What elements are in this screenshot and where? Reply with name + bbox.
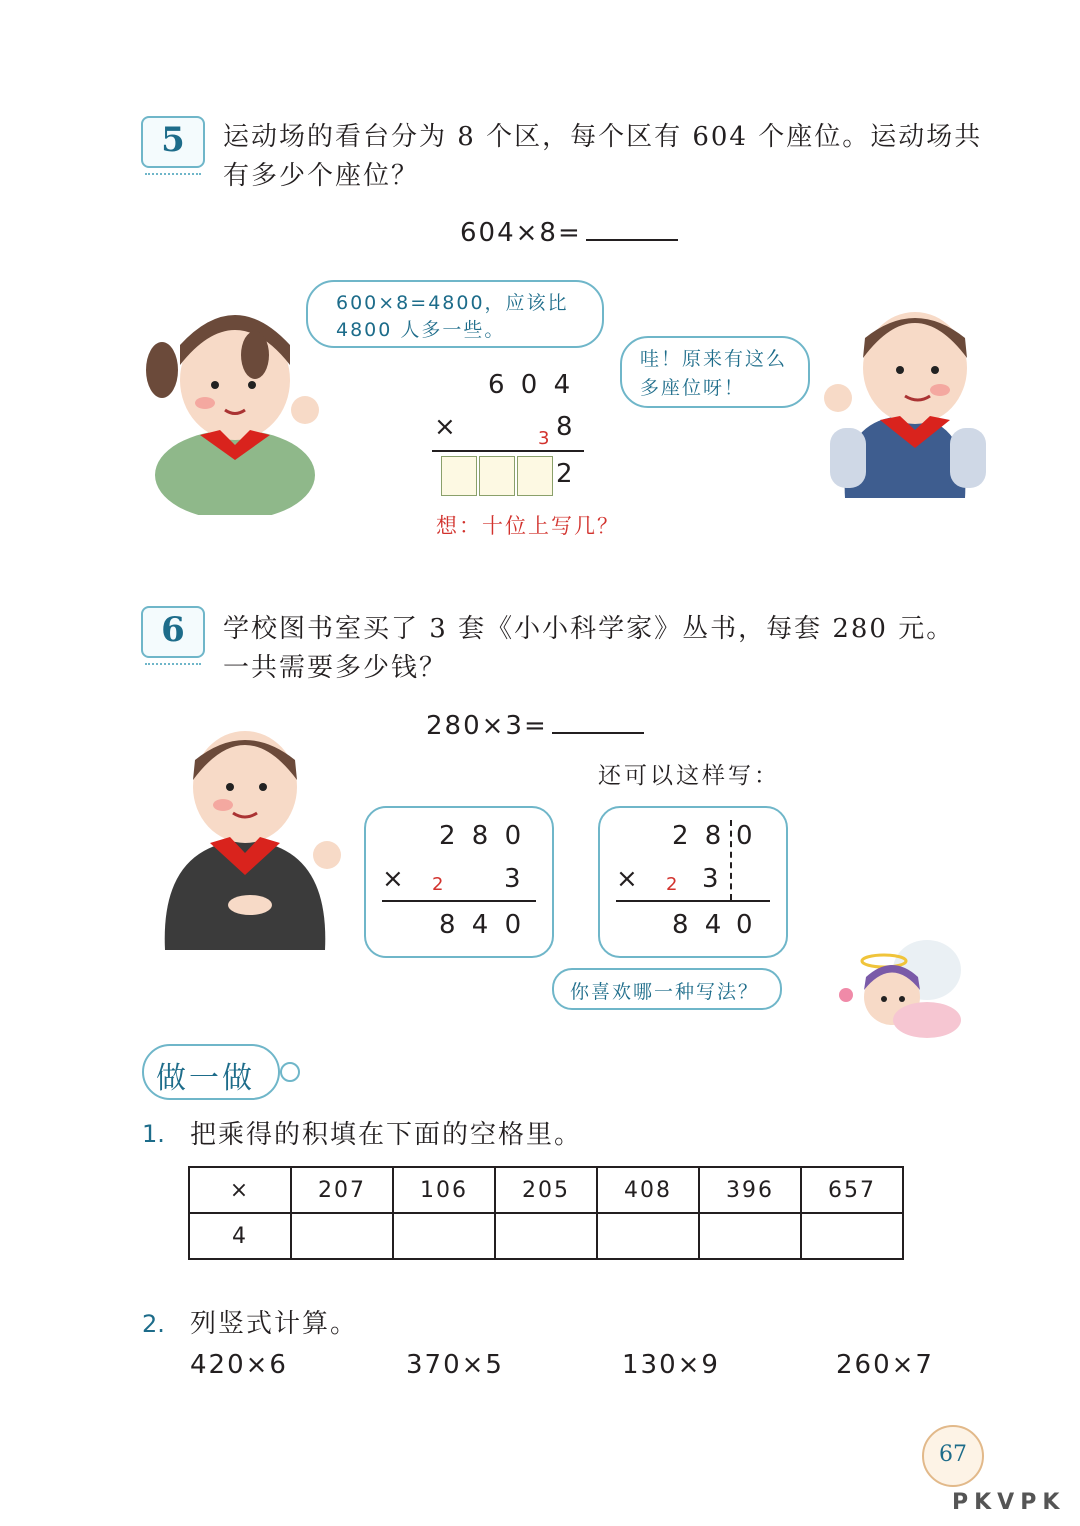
table-cell: 4 <box>189 1213 291 1259</box>
table-cell: × <box>189 1167 291 1213</box>
calc-multiplier: 3 <box>504 864 521 894</box>
table-row <box>189 1213 903 1259</box>
calc-multiplicand: 2 8 0 <box>439 821 526 851</box>
product-table <box>188 1166 904 1260</box>
carry-digit: 3 <box>538 428 550 449</box>
calc-line <box>616 900 770 902</box>
times-sign: × <box>434 412 456 442</box>
calc-multiplier: 8 <box>556 412 573 442</box>
calc-exercise: 420×6 <box>190 1350 288 1380</box>
problem-text-line: 一共需要多少钱？ <box>223 653 448 683</box>
calc-line <box>432 450 584 452</box>
carry-digit: 2 <box>666 874 678 895</box>
table-cell: 408 <box>597 1167 699 1213</box>
answer-box[interactable] <box>479 456 515 496</box>
calc-result-zero: 0 <box>736 910 753 940</box>
table-cell: 205 <box>495 1167 597 1213</box>
equation-text: 604×8= <box>460 218 582 248</box>
times-sign: × <box>616 864 638 894</box>
calc-result-digit: 2 <box>556 459 573 489</box>
speech-bubble <box>306 280 604 348</box>
bubble-line: 600×8=4800，应该比 <box>336 292 569 314</box>
equation <box>460 217 678 248</box>
answer-cell[interactable] <box>393 1213 495 1259</box>
badge-dot <box>280 1062 300 1082</box>
problem-text-line: 有多少个座位？ <box>223 161 420 191</box>
calc-result: 8 4 0 <box>439 910 526 940</box>
calc-result-lead: 8 4 <box>672 910 726 940</box>
problem-text-line: 运动场的看台分为 8 个区，每个区有 604 个座位。运动场共 <box>223 122 983 152</box>
calc-line <box>382 900 536 902</box>
boy-illustration <box>820 298 990 508</box>
equation <box>426 710 644 741</box>
answer-cell[interactable] <box>597 1213 699 1259</box>
angel-illustration <box>832 935 972 1050</box>
equation-text: 280×3= <box>426 711 548 741</box>
calc-exercise: 130×9 <box>622 1350 720 1380</box>
calc-multiplicand: 6 0 4 <box>488 370 575 400</box>
answer-cell[interactable] <box>291 1213 393 1259</box>
speech-bubble <box>552 968 782 1010</box>
practice-title-badge <box>142 1044 280 1100</box>
table-cell: 207 <box>291 1167 393 1213</box>
calc-multiplicand-lead: 2 8 <box>672 821 726 851</box>
bubble-line: 哇！原来有这么 <box>640 348 788 370</box>
calc-exercise: 370×5 <box>406 1350 504 1380</box>
problem-number-badge: 5 <box>141 116 205 168</box>
answer-cell[interactable] <box>495 1213 597 1259</box>
calc-multiplicand-zero: 0 <box>736 821 753 851</box>
calc-card <box>598 806 788 958</box>
calc-exercise: 260×7 <box>836 1350 934 1380</box>
question-text: 把乘得的积填在下面的空格里。 <box>190 1120 583 1150</box>
page-number: 67 <box>922 1425 984 1487</box>
carry-digit: 2 <box>432 874 444 895</box>
bubble-line: 4800 人多一些。 <box>336 319 506 341</box>
table-cell: 106 <box>393 1167 495 1213</box>
answer-cell[interactable] <box>801 1213 903 1259</box>
answer-blank[interactable] <box>552 710 644 734</box>
answer-cell[interactable] <box>699 1213 801 1259</box>
alt-label: 还可以这样写： <box>598 763 780 789</box>
zero-divider <box>730 820 732 900</box>
problem-text-line: 学校图书室买了 3 套《小小科学家》丛书，每套 280 元。 <box>223 614 955 644</box>
answer-box[interactable] <box>517 456 553 496</box>
answer-box[interactable] <box>441 456 477 496</box>
question-number: 2. <box>142 1310 165 1338</box>
question-number: 1. <box>142 1120 165 1148</box>
speech-bubble <box>620 336 810 408</box>
bubble-line: 你喜欢哪一种写法？ <box>570 981 760 1003</box>
table-header-row <box>189 1167 903 1213</box>
problem-number-badge: 6 <box>141 606 205 658</box>
watermark: PKVPK <box>952 1490 1066 1515</box>
hint-text: 想：十位上写几？ <box>436 514 620 538</box>
calc-multiplier: 3 <box>702 864 719 894</box>
table-cell: 657 <box>801 1167 903 1213</box>
boy-illustration <box>155 725 350 955</box>
question-text: 列竖式计算。 <box>190 1309 359 1339</box>
calc-card <box>364 806 554 958</box>
practice-title: 做一做 <box>156 1061 255 1096</box>
times-sign: × <box>382 864 404 894</box>
answer-blank[interactable] <box>586 217 678 241</box>
bubble-line: 多座位呀！ <box>640 377 746 399</box>
table-cell: 396 <box>699 1167 801 1213</box>
